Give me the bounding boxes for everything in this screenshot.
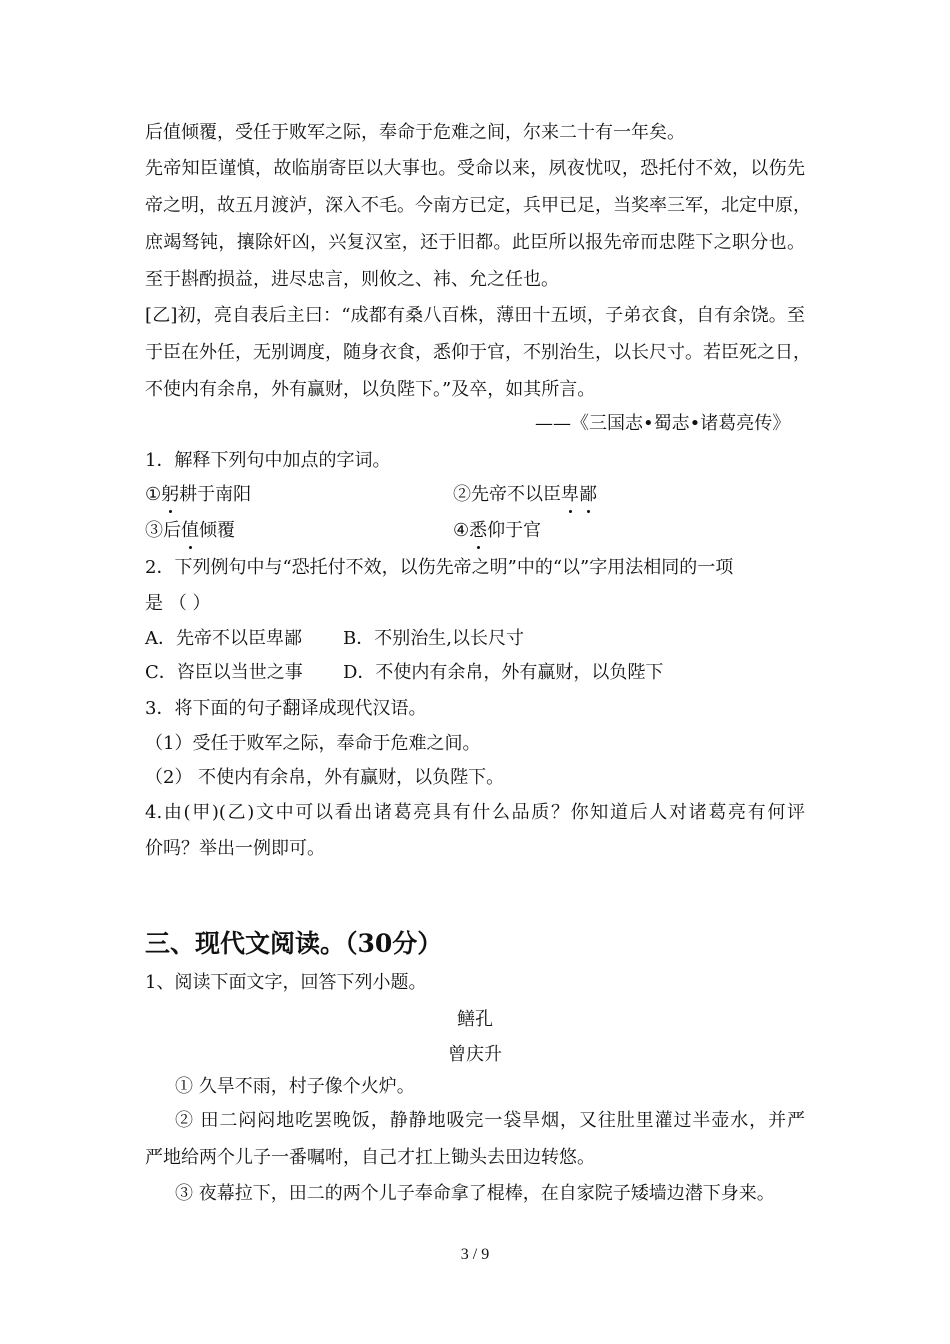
passage-jia-line-2: 先帝知臣谨慎，故临崩寄臣以大事也。受命以来，夙夜忧叹，恐托付不效，以伤先 (145, 158, 805, 179)
q1-item-d-rest: 仰于官 (487, 520, 542, 541)
q1-item-d-number: ④ (453, 520, 470, 541)
passage-jia-line-1: 后值倾覆，受任于败军之际，奉命于危难之间，尔来二十有一年矣。 (145, 122, 685, 143)
q3-sentence-1: （1）受任于败军之际，奉命于危难之间。 (145, 733, 481, 754)
q2-stem-line-2: 是 （ ） (145, 593, 211, 614)
passage-source: ——《三国志•蜀志•诸葛亮传》 (535, 413, 791, 434)
article-author: 曾庆升 (448, 1044, 502, 1065)
q1-item-a-rest: 耕于南阳 (179, 484, 252, 505)
article-paragraph-1: ① 久旱不雨，村子像个火炉。 (175, 1076, 415, 1097)
q1-item-d (453, 519, 541, 543)
section-intro: 1、阅读下面文字，回答下列小题。 (145, 972, 427, 993)
article-paragraph-3: ③ 夜幕拉下，田二的两个儿子奉命拿了棍棒，在自家院子矮墙边潜下身来。 (175, 1183, 775, 1204)
q1-item-c-rest: 倾覆 (199, 520, 235, 541)
passage-yi-line-2: 于臣在外任，无别调度，随身衣食，悉仰于官，不别治生，以长尺寸。若臣死之日， (145, 342, 811, 363)
article-paragraph-2-line-1: ② 田二闷闷地吃罢晚饭，静静地吸完一袋旱烟，又往肚里灌过半壶水，并严 (175, 1110, 805, 1131)
q4-line-1: 4.由(甲)(乙)文中可以看出诸葛亮具有什么品质？你知道后人对诸葛亮有何评 (145, 802, 805, 823)
q2-option-b: B．不别治生,以长尺寸 (343, 628, 524, 649)
q1-item-b-dotted-char-1: 卑 (561, 484, 579, 505)
q1-item-c-dotted-char: 值 (181, 520, 199, 541)
q2-option-c: C．咨臣以当世之事 (145, 662, 303, 683)
passage-jia-line-5: 至于斟酌损益，进尽忠言，则攸之、袆、允之任也。 (145, 269, 559, 290)
article-paragraph-2-line-2: 严地给两个儿子一番嘱咐，自己才扛上锄头去田边转悠。 (145, 1147, 595, 1168)
passage-yi-line-3: 不使内有余帛，外有赢财，以负陛下。”及卒，如其所言。 (145, 379, 596, 400)
passage-jia-line-4: 庶竭驽钝，攘除奸凶，兴复汉室，还于旧都。此臣所以报先帝而忠陛下之职分也。 (145, 232, 805, 253)
q1-item-a (145, 483, 251, 507)
q3-stem: 3．将下面的句子翻译成现代汉语。 (145, 698, 427, 719)
q1-stem: 1．解释下列句中加点的字词。 (145, 450, 391, 471)
q1-item-c-pre: 后 (163, 520, 181, 541)
q1-item-a-number: ① (145, 484, 162, 505)
q2-stem-line-1: 2．下列例句中与“恐托付不效，以伤先帝之明”中的“以”字用法相同的一项 (145, 557, 734, 578)
q1-item-a-dotted-char: 躬 (161, 484, 180, 505)
q2-option-a: A．先帝不以臣卑鄙 (145, 628, 302, 649)
q2-option-d: D．不使内有余帛，外有赢财，以负陛下 (343, 662, 664, 683)
q3-sentence-2: （2） 不使内有余帛，外有赢财，以负陛下。 (145, 767, 505, 788)
q1-item-c-number: ③ (145, 520, 163, 541)
passage-jia-line-3: 帝之明，故五月渡泸，深入不毛。今南方已定，兵甲已足，当奖率三军，北定中原， (145, 195, 811, 216)
q1-item-c (145, 519, 235, 543)
section-heading: 三、现代文阅读。（30分） (145, 929, 443, 958)
passage-yi-line-1: [乙]初，亮自表后主曰：“成都有桑八百株，薄田十五顷，子弟衣食，自有余饶。至 (145, 305, 805, 326)
q1-item-b-dotted-char-2: 鄙 (579, 484, 597, 505)
q1-item-b-number: ② (453, 484, 471, 505)
q1-item-b-pre: 先帝不以臣 (471, 484, 561, 505)
q1-item-b (453, 483, 597, 507)
page-number: 3 / 9 (460, 1246, 490, 1263)
article-title: 鳝孔 (457, 1009, 493, 1030)
q1-item-d-dotted-char: 悉 (469, 520, 488, 541)
q4-line-2: 价吗？举出一例即可。 (145, 838, 325, 859)
